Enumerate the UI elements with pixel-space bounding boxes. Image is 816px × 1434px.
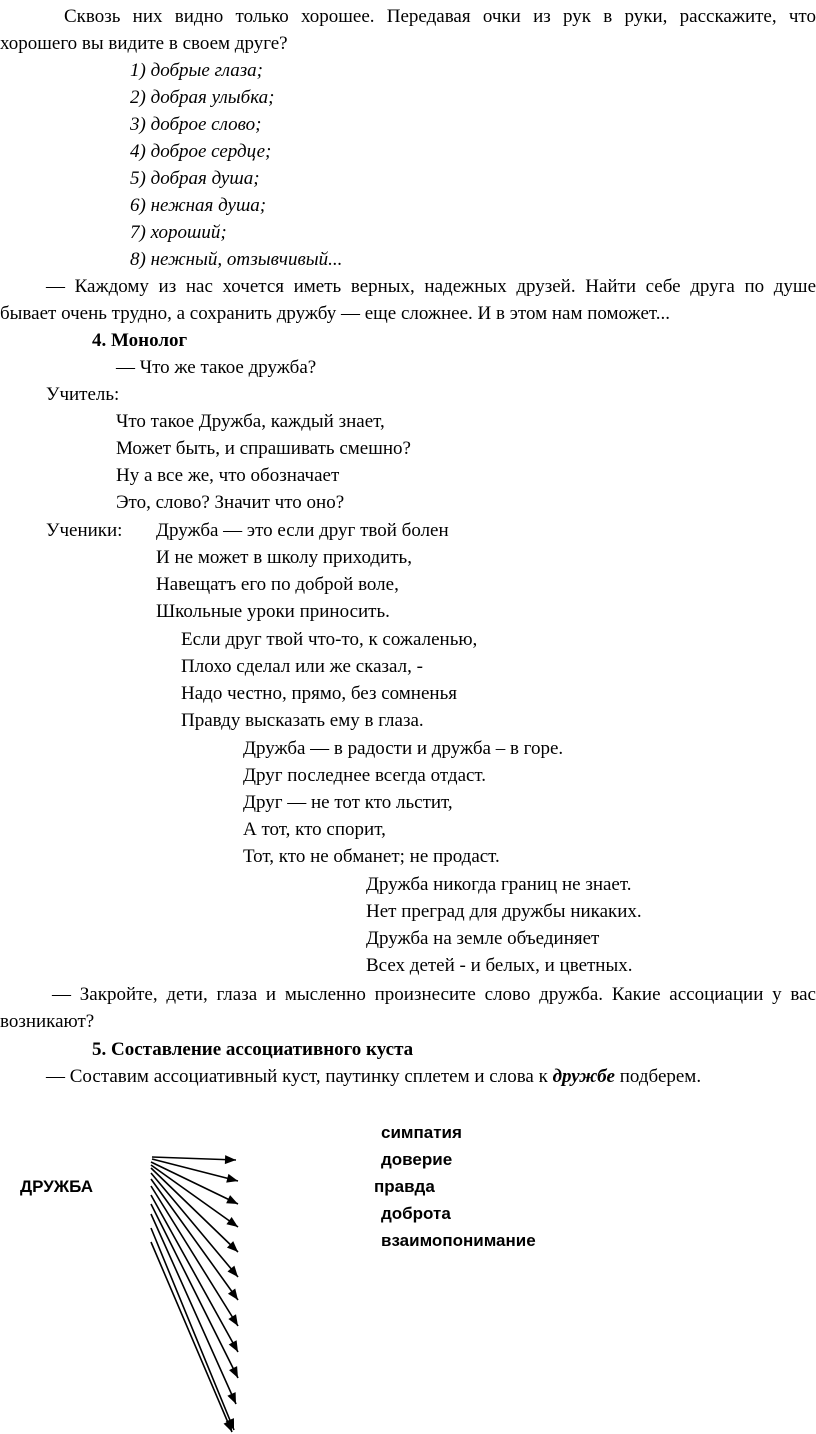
association-word: правда (374, 1177, 435, 1196)
association-arrowhead (227, 1392, 236, 1404)
para2-line-2: возникают? (0, 1011, 95, 1032)
association-arrowhead (226, 1217, 238, 1227)
section5-text-before: — Составим ассоциативный куст, паутинку сплетем и слова к (46, 1066, 553, 1087)
poem-line: Правду высказать ему в глаза. (181, 710, 424, 731)
association-word: доверие (381, 1150, 453, 1169)
association-word: доброта (381, 1204, 451, 1223)
association-arrowhead (225, 1155, 236, 1164)
poem-line: Друг последнее всегда отдаст. (243, 765, 487, 786)
teacher-line: Это, слово? Значит что оно? (116, 492, 345, 513)
poem-line: Друг — не тот кто льстит, (243, 792, 453, 813)
poem-line: Дружба — это если друг твой болен (156, 520, 449, 541)
teacher-line: Ну а все же, что обозначает (116, 465, 340, 486)
quality-item: 7) хороший; (130, 222, 227, 243)
poem-line: Дружба на земле объединяет (366, 928, 600, 949)
section5-text-emphasis: дружбе (552, 1066, 615, 1087)
poem-line: И не может в школу приходить, (156, 547, 412, 568)
intro-line-2: хорошего вы видите в своем друге? (0, 33, 288, 54)
section4-question: — Что же такое дружба? (116, 357, 317, 378)
teacher-label: Учитель: (46, 384, 120, 405)
students-label: Ученики: (46, 520, 123, 541)
quality-item: 2) добрая улыбка; (130, 87, 275, 108)
intro-line-1: Сквозь них видно только хорошее. Передавая очки из рук в руки, расскажите, что (64, 6, 816, 27)
para1-line-1: — Каждому из нас хочется иметь верных, надежных друзей. Найти себе друга по душе (46, 276, 816, 297)
poem-line: Навещатъ его по доброй воле, (156, 574, 399, 595)
teacher-line: Может быть, и спрашивать смешно? (116, 438, 411, 459)
association-arrowhead (224, 1420, 232, 1432)
para2-line-1: — Закройте, дети, глаза и мысленно произнесите слово дружба. Какие ассоциации у вас (52, 984, 816, 1005)
diagram-center-word: ДРУЖБА (20, 1177, 94, 1196)
poem-line: Дружба — в радости и дружба – в горе. (243, 738, 564, 759)
association-arrowhead (229, 1340, 238, 1352)
quality-item: 4) доброе сердце; (130, 141, 272, 162)
poem-line: Школьные уроки приносить. (156, 601, 390, 622)
association-arrow-line (151, 1214, 236, 1404)
poem-line: Если друг твой что-то, к сожаленью, (181, 629, 478, 650)
association-arrow-line (152, 1157, 236, 1160)
para1-line-2: бывает очень трудно, а сохранить дружбу — еще сложнее. И в этом нам поможет... (0, 303, 671, 324)
poem-line: Дружба никогда границ не знает. (366, 874, 632, 895)
section5-heading: 5. Составление ассоциативного куста (92, 1039, 414, 1060)
section4-heading: 4. Монолог (92, 330, 188, 351)
poem-line: Надо честно, прямо, без сомненья (181, 683, 457, 704)
quality-item: 5) добрая душа; (130, 168, 260, 189)
quality-item: 3) доброе слово; (130, 114, 262, 135)
poem-line: Всех детей - и белых, и цветных. (366, 955, 633, 976)
association-arrow-line (151, 1204, 238, 1378)
section5-text-after: подберем. (614, 1066, 702, 1087)
quality-item: 1) добрые глаза; (130, 60, 263, 81)
association-arrowhead (228, 1314, 238, 1326)
quality-item: 8) нежный, отзывчивый... (130, 249, 343, 270)
association-word: симпатия (381, 1123, 462, 1142)
poem-line: Тот, кто не обманет; не продаст. (243, 846, 500, 867)
association-arrowhead (228, 1288, 238, 1300)
poem-line: А тот, кто спорит, (243, 819, 386, 840)
poem-line: Плохо сделал или же сказал, - (181, 656, 423, 677)
quality-item: 6) нежная душа; (130, 195, 267, 216)
poem-line: Нет преград для дружбы никаких. (366, 901, 642, 922)
teacher-line: Что такое Дружба, каждый знает, (116, 411, 385, 432)
association-arrow-line (151, 1242, 232, 1432)
association-arrow-line (151, 1186, 238, 1326)
association-word: взаимопонимание (381, 1231, 536, 1250)
